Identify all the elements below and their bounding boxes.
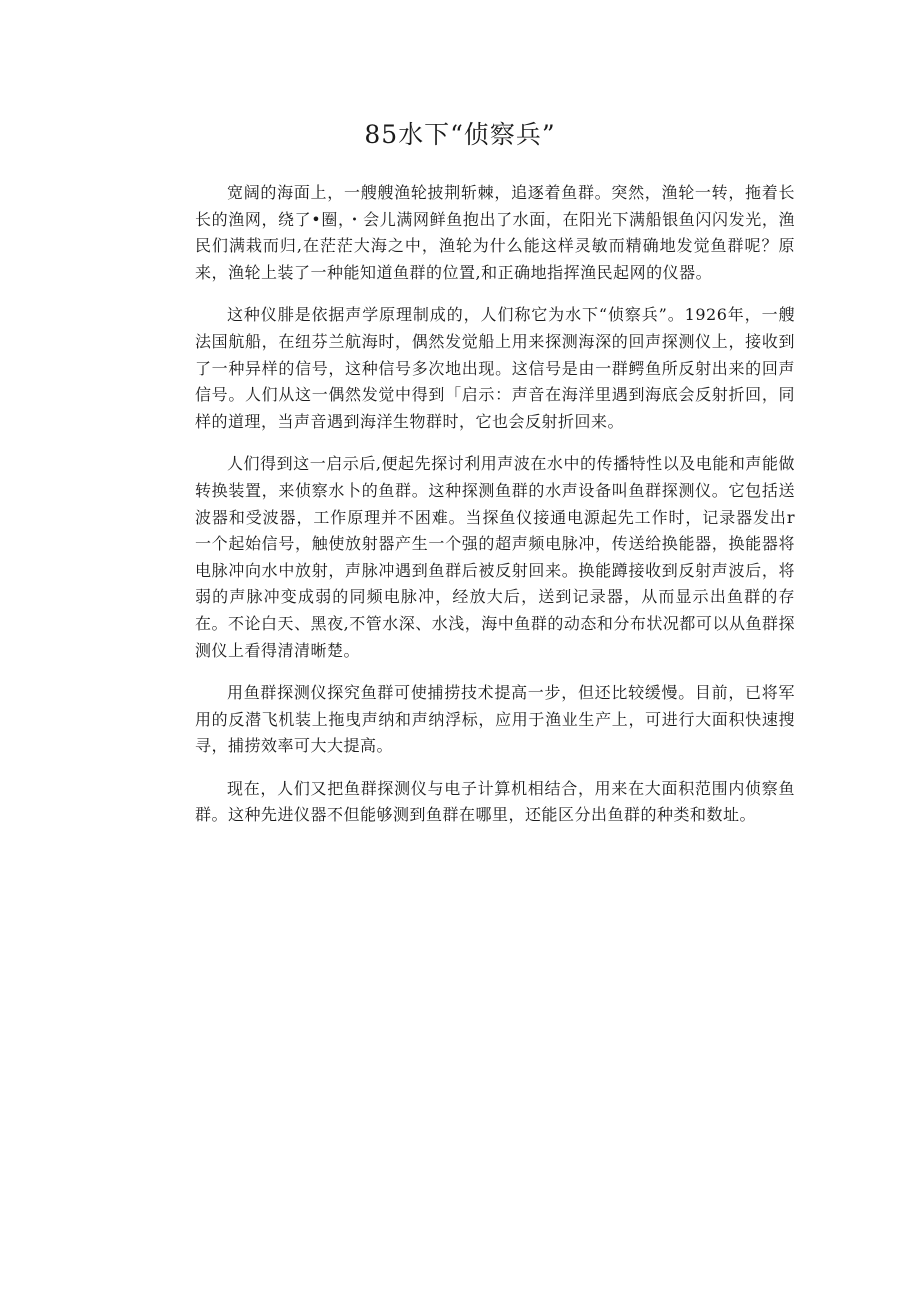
paragraph-3: 人们得到这一启示后,便起先探讨利用声波在水中的传播特性以及电能和声能做转换装置，来侦察水卜的鱼群。这种探测鱼群的水声设备叫鱼群探测仪。它包括送波器和受波器，工作原理并不困难。当探鱼仪接通电源起先工作时，记录器发出r一个起始信号，触使放射器产生一个强的超声频电脉冲，传送给换能器，换能器将电脉冲向水中放射，声脉冲遇到鱼群后被反射回来。换能蹲接收到反射声波后，将弱的声脉冲变成弱的同频电脉冲，经放大后，送到记录器，从而显示出鱼群的存在。不论白天、黑夜,不管水深、水浅，海中鱼群的动态和分布状况都可以从鱼群探测仪上看得清清晰楚。 bbox=[195, 454, 795, 660]
article-body bbox=[195, 180, 795, 845]
paragraph-2: 这种仪腓是依据声学原理制成的，人们称它为水下“侦察兵”。1926年，一艘法国航船，在纽芬兰航海时，偶然发觉船上用来探测海深的回声探测仪上，接收到了一种异样的信号，这种信号多次地出现。这信号是由一群鳄鱼所反射出来的回声信号。人们从这一偶然发觉中得到「启示：声音在海洋里遇到海底会反射折回，同样的道理，当声音遇到海洋生物群时，它也会反射折回来。 bbox=[195, 305, 795, 431]
paragraph-1: 宽阔的海面上，一艘艘渔轮披荆斩棘，追逐着鱼群。突然，渔轮一转，拖着长长的渔网，绕了•圈，・会儿满网鲜鱼抱出了水面，在阳光下满船银鱼闪闪发光，渔民们满栽而归,在茫茫大海之中，渔轮为什么能这样灵敏而精确地发觉鱼群呢？原来，渔轮上装了一种能知道鱼群的位置,和正确地指挥渔民起网的仪器。 bbox=[195, 183, 795, 282]
paragraph-4: 用鱼群探测仪探究鱼群可使捕捞技术提高一步，但还比较缓慢。目前，已将军用的反潜飞机装上拖曳声纳和声纳浮标，应用于渔业生产上，可进行大面积快速搜寻，捕捞效率可大大提高。 bbox=[195, 683, 795, 756]
paragraph-5: 现在，人们又把鱼群探测仪与电子计算机相结合，用来在大面积范围内侦察鱼群。这种先进仪器不但能够测到鱼群在哪里，还能区分出鱼群的种类和数址。 bbox=[195, 778, 795, 825]
page-title: 85水下“侦察兵” bbox=[364, 120, 556, 149]
